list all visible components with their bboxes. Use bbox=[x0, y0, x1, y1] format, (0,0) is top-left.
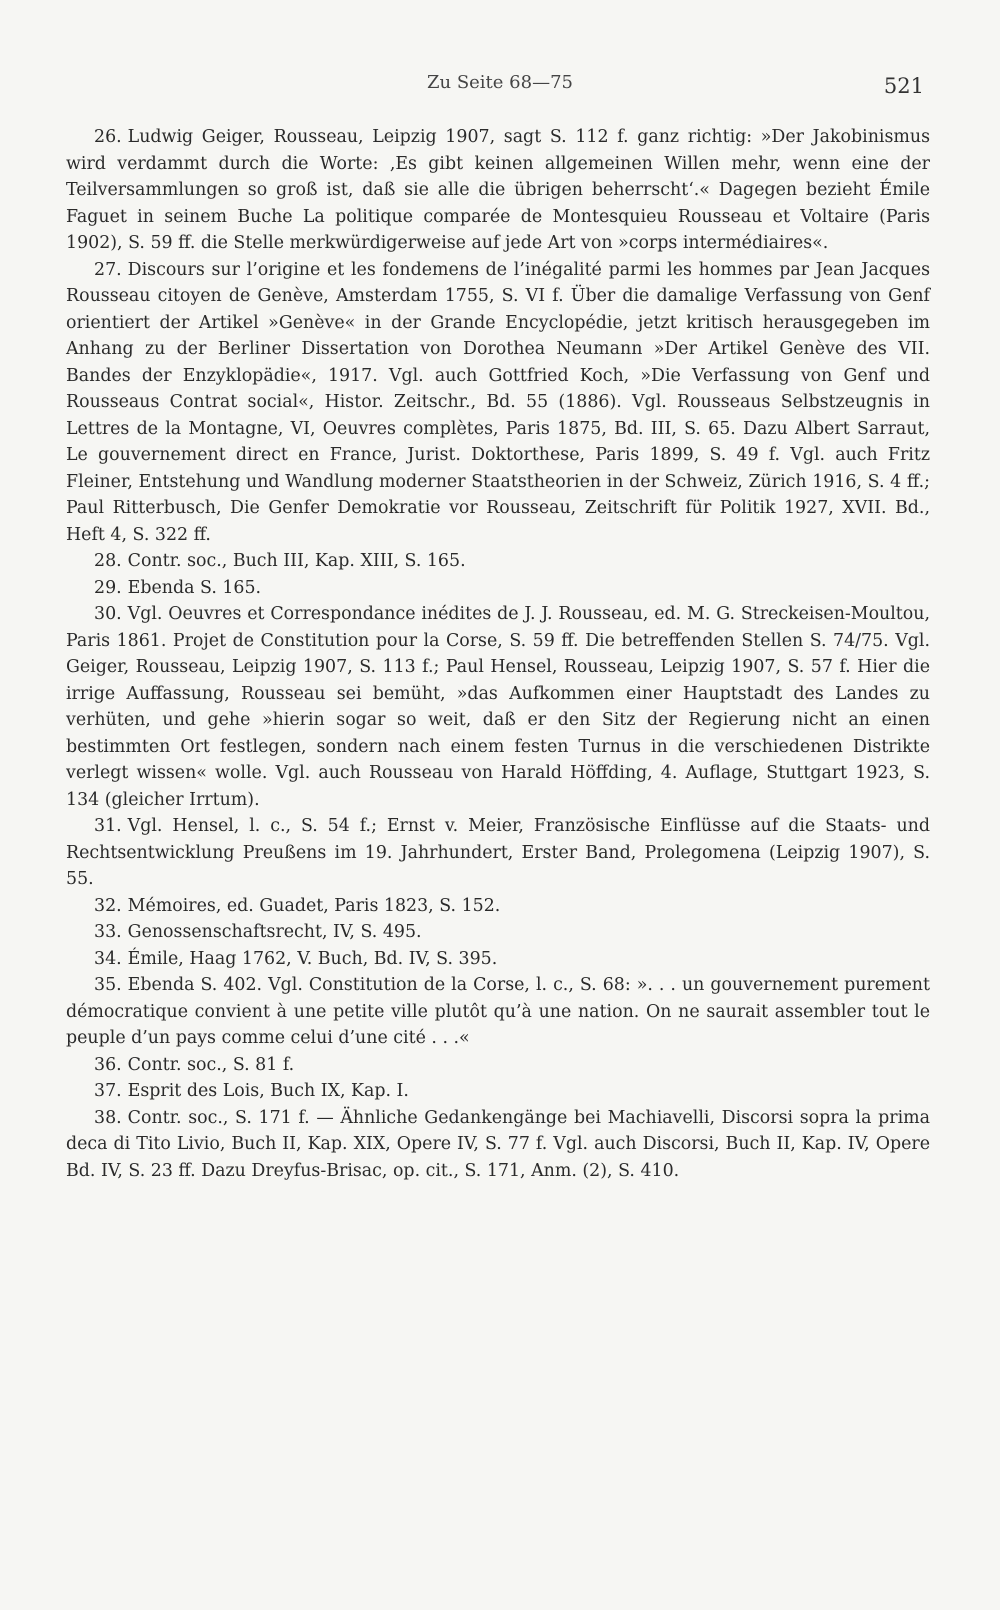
note-28 bbox=[66, 548, 930, 575]
note-text: Émile, Haag 1762, V. Buch, Bd. IV, S. 395. bbox=[127, 948, 498, 969]
note-text: Contr. soc., S. 171 f. — Ähnliche Gedankengänge bei Machiavelli, Discorsi sopra la prima deca di Tito Livio, Buch II, Kap. XIX, Opere IV, S. 77 f. Vgl. auch Discorsi, Buch II, Kap. IV, Opere Bd. IV, S. 23 ff. Dazu Dreyfus-Brisac, op. cit., S. 171, Anm. (2), S. 410. bbox=[66, 1107, 930, 1181]
note-38 bbox=[66, 1105, 930, 1185]
note-text: Contr. soc., S. 81 f. bbox=[127, 1054, 295, 1075]
note-number: 38. bbox=[94, 1107, 122, 1128]
note-number: 35. bbox=[94, 975, 122, 995]
note-27 bbox=[66, 257, 930, 549]
note-32 bbox=[66, 893, 930, 920]
note-35 bbox=[66, 972, 930, 1052]
page-header bbox=[0, 68, 1000, 104]
note-text: Genossenschaftsrecht, IV, S. 495. bbox=[127, 922, 422, 942]
note-text: Contr. soc., Buch III, Kap. XIII, S. 165. bbox=[127, 551, 466, 571]
note-number: 31. bbox=[94, 816, 122, 836]
note-number: 33. bbox=[94, 922, 122, 942]
note-text: Discours sur l’origine et les fondemens de l’inégalité parmi les hommes par Jean Jacques Rousseau citoyen de Genève, Amsterdam 1755, S. VI f. Über die damalige Verfassung von Genf orientiert der Artikel »Genève« in der Grande Encyclopédie, jetzt kritisch herausgegeben im Anhang zu der Berliner Dissertation von Dorothea Neumann »Der Artikel Genève des VII. Bandes der Enzyklopädie«, 1917. Vgl. auch Gottfried Koch, »Die Verfassung von Genf und Rousseaus Contrat social«, Histor. Zeitschr., Bd. 55 (1886). Vgl. Rousseaus Selbstzeugnis in Lettres de la Montagne, VI, Oeuvres complètes, Paris 1875, Bd. III, S. 65. Dazu Albert Sarraut, Le gouvernement direct en France, Jurist. Doktorthese, Paris 1899, S. 49 f. Vgl. auch Fritz Fleiner, Entstehung und Wandlung moderner Staatstheorien in der Schweiz, Zürich 1916, S. 4 ff.; Paul Ritterbusch, Die Genfer Demokratie vor Rousseau, Zeitschrift für Politik 1927, XVII. Bd., Heft 4, S. 322 ff. bbox=[66, 259, 930, 545]
note-text: Ebenda S. 402. Vgl. Constitution de la Corse, l. c., S. 68: ». . . un gouvernement purement démocratique convient à une petite ville plutôt qu’à une nation. On ne saurait assembler tout le peuple d’un pays comme celui d’une cité . . .« bbox=[66, 975, 930, 1048]
note-number: 30. bbox=[94, 604, 122, 624]
note-number: 29. bbox=[94, 577, 122, 598]
note-number: 26. bbox=[94, 127, 122, 147]
note-text: Mémoires, ed. Guadet, Paris 1823, S. 152. bbox=[127, 895, 501, 916]
note-number: 28. bbox=[94, 551, 122, 571]
note-30 bbox=[66, 601, 930, 813]
note-number: 37. bbox=[94, 1081, 122, 1101]
note-text: Ludwig Geiger, Rousseau, Leipzig 1907, sagt S. 112 f. ganz richtig: »Der Jakobinismus wird verdammt durch die Worte: ‚Es gibt keinen allgemeinen Willen mehr, wenn eine der Teilversammlungen so groß ist, daß sie alle die übrigen beherrscht‘.« Dagegen bezieht Émile Faguet in seinem Buche La politique comparée de Montesquieu Rousseau et Voltaire (Paris 1902), S. 59 ff. die Stelle merkwürdigerweise auf jede Art von »corps intermédiaires«. bbox=[66, 127, 930, 253]
footnotes bbox=[66, 124, 930, 1184]
note-33 bbox=[66, 919, 930, 946]
note-text: Vgl. Oeuvres et Correspondance inédites de J. J. Rousseau, ed. M. G. Streckeisen-Moultou, Paris 1861. Projet de Constitution pour la Corse, S. 59 ff. Die betreffenden Stellen S. 74/75. Vgl. Geiger, Rousseau, Leipzig 1907, S. 113 f.; Paul Hensel, Rousseau, Leipzig 1907, S. 57 f. Hier die irrige Auffassung, Rousseau sei bemüht, »das Aufkommen einer Hauptstadt des Landes zu verhüten, und gehe »hierin sogar so weit, daß er den Sitz der Regierung nicht an einen bestimmten Ort festlegen, sondern nach einem festen Turnus in die verschiedenen Distrikte verlegt wissen« wolle. Vgl. auch Rousseau von Harald Höffding, 4. Auflage, Stuttgart 1923, S. 134 (gleicher Irrtum). bbox=[66, 604, 930, 810]
note-34 bbox=[66, 946, 930, 973]
note-text: Esprit des Lois, Buch IX, Kap. I. bbox=[127, 1081, 409, 1101]
note-36 bbox=[66, 1052, 930, 1079]
page-number: 521 bbox=[883, 74, 924, 98]
note-text: Vgl. Hensel, l. c., S. 54 f.; Ernst v. Meier, Französische Einflüsse auf die Staats- und Rechtsentwicklung Preußens im 19. Jahrhundert, Erster Band, Prolegomena (Leipzig 1907), S. 55. bbox=[66, 816, 930, 889]
note-26 bbox=[66, 124, 930, 257]
note-number: 34. bbox=[94, 948, 122, 969]
note-number: 32. bbox=[94, 895, 122, 916]
note-number: 36. bbox=[94, 1054, 122, 1075]
running-header: Zu Seite 68—75 bbox=[427, 72, 573, 93]
note-text: Ebenda S. 165. bbox=[127, 577, 262, 598]
note-number: 27. bbox=[94, 259, 122, 280]
note-37 bbox=[66, 1078, 930, 1105]
note-29 bbox=[66, 575, 930, 602]
note-31 bbox=[66, 813, 930, 893]
